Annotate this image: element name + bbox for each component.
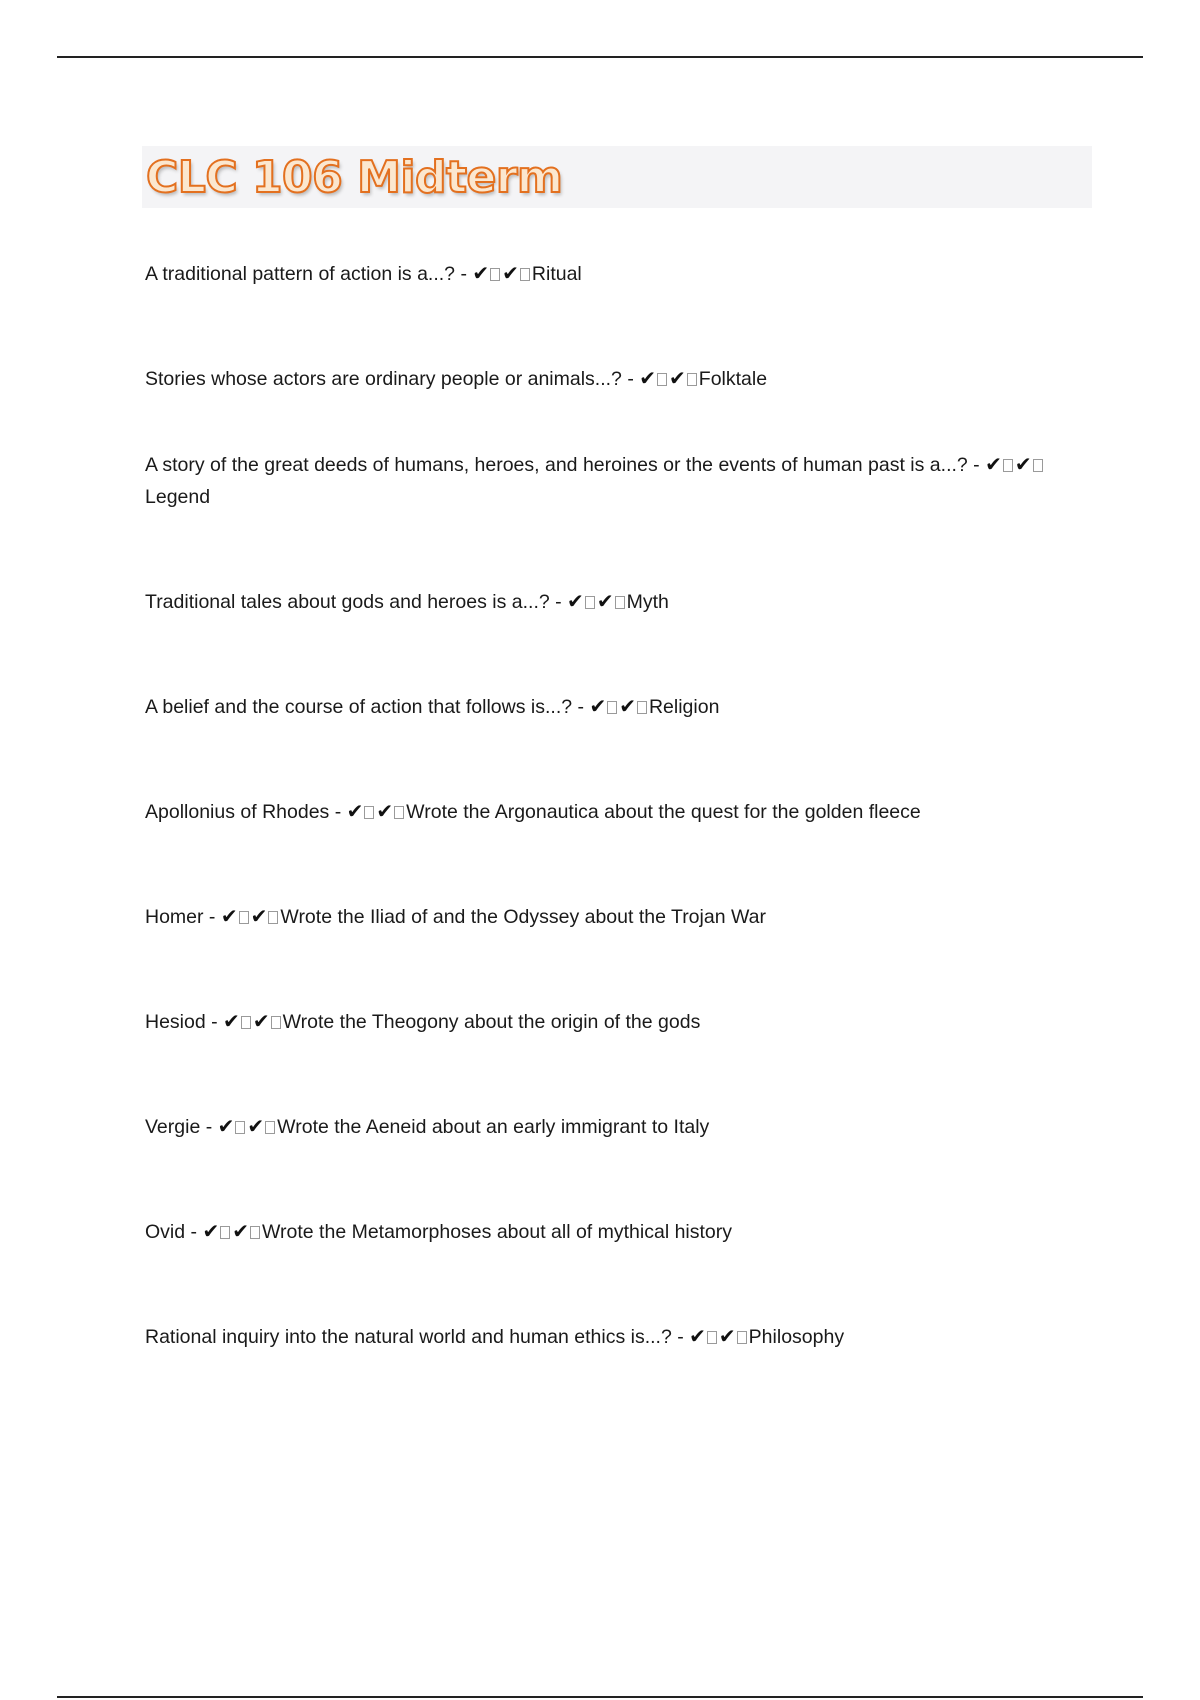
qa-item bbox=[145, 796, 1095, 828]
separator: - bbox=[200, 1116, 218, 1138]
footer-rule bbox=[57, 1696, 1143, 1698]
qa-item bbox=[145, 1111, 1095, 1143]
check-icon: ✔ bbox=[472, 263, 490, 285]
box-icon bbox=[265, 1121, 275, 1134]
separator: - bbox=[671, 1326, 690, 1348]
answer-marker bbox=[985, 454, 1045, 476]
box-icon bbox=[1003, 459, 1013, 472]
box-icon bbox=[585, 596, 595, 609]
check-icon: ✔ bbox=[346, 801, 364, 823]
question-text: Hesiod bbox=[145, 1011, 206, 1033]
check-icon: ✔ bbox=[596, 591, 614, 613]
answer-marker bbox=[472, 263, 532, 285]
answer-text: Folktale bbox=[698, 368, 768, 390]
separator: - bbox=[203, 906, 221, 928]
answer-marker bbox=[689, 1326, 749, 1348]
answer-marker bbox=[202, 1221, 262, 1243]
separator: - bbox=[205, 1011, 224, 1033]
question-text: Homer bbox=[145, 906, 204, 928]
box-icon bbox=[615, 596, 625, 609]
answer-text: Wrote the Aeneid about an early immigrant to Italy bbox=[277, 1116, 710, 1138]
box-icon bbox=[490, 268, 500, 281]
box-icon bbox=[637, 701, 647, 714]
answer-marker bbox=[347, 801, 407, 823]
qa-item bbox=[145, 449, 1095, 513]
answer-marker bbox=[218, 1116, 278, 1138]
answer-marker bbox=[221, 906, 281, 928]
question-text: A story of the great deeds of humans, heroes, and heroines or the events of human past is a...? bbox=[145, 454, 968, 476]
box-icon bbox=[687, 373, 697, 386]
check-icon: ✔ bbox=[639, 368, 657, 390]
qa-item bbox=[145, 363, 1095, 395]
question-text: Vergie bbox=[145, 1116, 201, 1138]
box-icon bbox=[271, 1016, 281, 1029]
check-icon: ✔ bbox=[502, 263, 519, 285]
check-icon: ✔ bbox=[220, 906, 238, 928]
qa-item bbox=[145, 1006, 1095, 1038]
question-text: Stories whose actors are ordinary people or animals...? bbox=[145, 368, 622, 390]
check-icon: ✔ bbox=[223, 1011, 240, 1033]
answer-marker bbox=[639, 368, 699, 390]
box-icon bbox=[607, 701, 617, 714]
answer-text: Wrote the Argonautica about the quest for the golden fleece bbox=[406, 801, 921, 823]
box-icon bbox=[707, 1331, 717, 1344]
box-icon bbox=[220, 1226, 230, 1239]
answer-text: Philosophy bbox=[748, 1326, 845, 1348]
separator: - bbox=[621, 368, 640, 390]
check-icon: ✔ bbox=[217, 1116, 235, 1138]
separator: - bbox=[329, 801, 347, 823]
answer-marker bbox=[589, 696, 649, 718]
answer-marker bbox=[223, 1011, 283, 1033]
check-icon: ✔ bbox=[252, 1011, 270, 1033]
header-rule bbox=[57, 56, 1143, 58]
box-icon bbox=[250, 1226, 260, 1239]
question-text: Traditional tales about gods and heroes is a...? bbox=[145, 591, 550, 613]
answer-text: Myth bbox=[626, 591, 669, 613]
check-icon: ✔ bbox=[250, 906, 268, 928]
box-icon bbox=[1033, 459, 1043, 472]
check-icon: ✔ bbox=[376, 801, 394, 823]
box-icon bbox=[364, 806, 374, 819]
answer-text: Wrote the Iliad of and the Odyssey about the Trojan War bbox=[280, 906, 766, 928]
separator: - bbox=[455, 263, 473, 285]
check-icon: ✔ bbox=[567, 591, 584, 613]
qa-item bbox=[145, 258, 1095, 290]
qa-item bbox=[145, 586, 1095, 618]
separator: - bbox=[967, 454, 986, 476]
check-icon: ✔ bbox=[689, 1326, 706, 1348]
answer-text: Legend bbox=[145, 486, 211, 508]
separator: - bbox=[185, 1221, 203, 1243]
box-icon bbox=[235, 1121, 245, 1134]
check-icon: ✔ bbox=[669, 368, 686, 390]
box-icon bbox=[737, 1331, 747, 1344]
question-text: Ovid bbox=[145, 1221, 186, 1243]
answer-text: Religion bbox=[648, 696, 720, 718]
question-text: A traditional pattern of action is a...? bbox=[145, 263, 456, 285]
answer-text: Ritual bbox=[531, 263, 582, 285]
separator: - bbox=[572, 696, 590, 718]
check-icon: ✔ bbox=[232, 1221, 249, 1243]
check-icon: ✔ bbox=[1014, 454, 1032, 476]
box-icon bbox=[520, 268, 530, 281]
check-icon: ✔ bbox=[589, 696, 607, 718]
document-title: CLC 106 Midterm bbox=[146, 151, 563, 203]
qa-item bbox=[145, 901, 1095, 933]
box-icon bbox=[268, 911, 278, 924]
check-icon: ✔ bbox=[718, 1326, 736, 1348]
check-icon: ✔ bbox=[247, 1116, 265, 1138]
check-icon: ✔ bbox=[619, 696, 636, 718]
box-icon bbox=[241, 1016, 251, 1029]
answer-text: Wrote the Theogony about the origin of the gods bbox=[282, 1011, 701, 1033]
qa-list bbox=[145, 258, 1095, 1426]
question-text: A belief and the course of action that follows is...? bbox=[145, 696, 573, 718]
question-text: Apollonius of Rhodes bbox=[145, 801, 330, 823]
box-icon bbox=[239, 911, 249, 924]
question-text: Rational inquiry into the natural world and human ethics is...? bbox=[145, 1326, 672, 1348]
title-banner bbox=[142, 146, 1092, 208]
answer-text: Wrote the Metamorphoses about all of mythical history bbox=[261, 1221, 733, 1243]
qa-item bbox=[145, 691, 1095, 723]
separator: - bbox=[549, 591, 568, 613]
qa-item bbox=[145, 1216, 1095, 1248]
check-icon: ✔ bbox=[985, 454, 1002, 476]
box-icon bbox=[394, 806, 404, 819]
check-icon: ✔ bbox=[202, 1221, 220, 1243]
answer-marker bbox=[567, 591, 627, 613]
box-icon bbox=[657, 373, 667, 386]
qa-item bbox=[145, 1321, 1095, 1353]
